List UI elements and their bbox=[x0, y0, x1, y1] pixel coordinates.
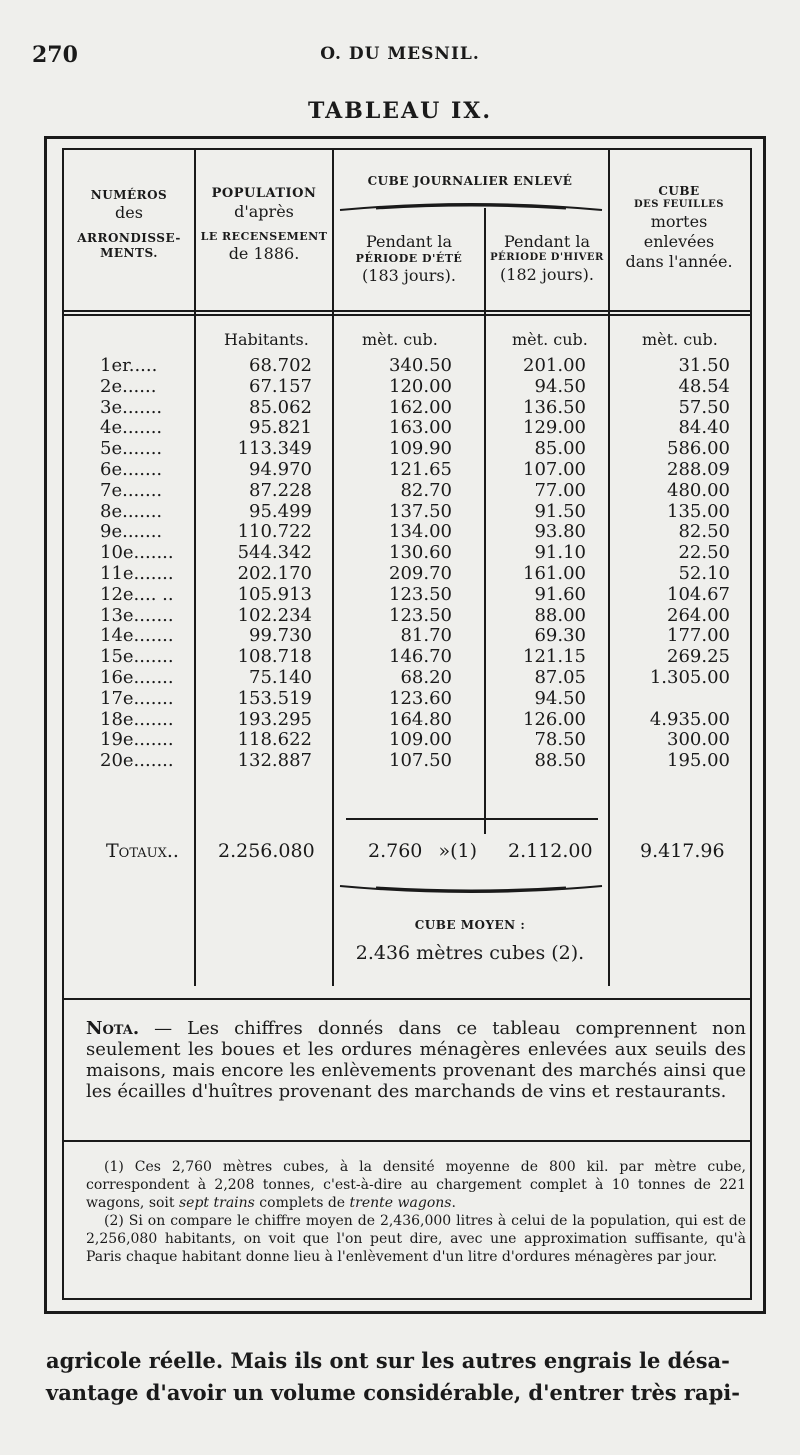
nota-paragraph: Nota. — Les chiffres donnés dans ce tableau comprennent non seulement les boues et les ordures ménagères enlevées aux seuils des maisons, mais encore les enlèvements provenant des marchés ainsi que les écailles d'huîtres provenant des marchands de vins et restaurants. bbox=[86, 1018, 746, 1102]
cell-arr: 7e....... bbox=[100, 479, 163, 501]
cell-summer: 163.00 bbox=[389, 417, 452, 439]
cell-winter: 91.10 bbox=[534, 542, 586, 564]
cell-arr: 10e....... bbox=[100, 542, 174, 564]
cell-pop: 118.622 bbox=[237, 729, 312, 751]
body-line-1: agricole réelle. Mais ils ont sur les autres engrais le désa- bbox=[46, 1348, 730, 1373]
totals-leaves: 9.417.96 bbox=[640, 840, 725, 862]
cell-arr: 3e....... bbox=[100, 396, 163, 418]
cell-summer: 109.00 bbox=[389, 729, 452, 751]
cell-winter: 88.00 bbox=[534, 604, 586, 626]
cell-pop: 110.722 bbox=[237, 521, 312, 543]
totals-rule bbox=[346, 818, 598, 820]
average-swash-icon bbox=[336, 880, 606, 900]
cell-winter: 201.00 bbox=[523, 355, 586, 376]
cell-winter: 94.50 bbox=[534, 375, 586, 397]
unit-summer: mèt. cub. bbox=[362, 330, 438, 349]
cell-winter: 126.00 bbox=[523, 708, 586, 730]
cell-pop: 544.342 bbox=[237, 542, 312, 564]
cell-arr: 19e....... bbox=[100, 729, 174, 751]
cell-pop: 113.349 bbox=[237, 438, 312, 460]
cell-pop: 94.970 bbox=[249, 458, 312, 480]
unit-population: Habitants. bbox=[224, 330, 309, 349]
cell-pop: 68.702 bbox=[249, 355, 312, 376]
header-bottom-rule bbox=[64, 310, 750, 312]
totals-summer bbox=[368, 840, 477, 862]
cell-leaves: 52.10 bbox=[678, 562, 730, 584]
cell-winter: 91.60 bbox=[534, 583, 586, 605]
cell-pop: 85.062 bbox=[249, 396, 312, 418]
cell-winter: 87.05 bbox=[534, 666, 586, 688]
cell-winter: 85.00 bbox=[534, 438, 586, 460]
cell-leaves: 300.00 bbox=[667, 729, 730, 751]
cell-winter: 136.50 bbox=[523, 396, 586, 418]
cell-leaves: 264.00 bbox=[667, 604, 730, 626]
cell-leaves: 48.54 bbox=[678, 375, 730, 397]
cell-arr: 12e.... .. bbox=[100, 583, 174, 605]
cell-summer: 340.50 bbox=[389, 355, 452, 376]
cell-winter: 69.30 bbox=[534, 625, 586, 647]
totals-summer-value: 2.760 bbox=[368, 840, 423, 862]
cell-summer: 123.50 bbox=[389, 583, 452, 605]
cell-leaves: 4.935.00 bbox=[649, 708, 730, 730]
page-number: 270 bbox=[32, 42, 78, 68]
cell-pop: 153.519 bbox=[237, 687, 312, 709]
cell-pop: 95.821 bbox=[249, 417, 312, 439]
cell-arr: 18e....... bbox=[100, 708, 174, 730]
cell-pop: 67.157 bbox=[249, 375, 312, 397]
average-value: 2.436 mètres cubes (2). bbox=[355, 942, 585, 964]
cell-summer: 134.00 bbox=[389, 521, 452, 543]
table-title: TABLEAU IX. bbox=[307, 98, 492, 124]
cell-winter: 121.15 bbox=[523, 646, 586, 668]
totals-label: Totaux.. bbox=[106, 840, 179, 862]
cell-summer: 68.20 bbox=[400, 666, 452, 688]
cell-leaves: 586.00 bbox=[667, 438, 730, 460]
header-swash-icon bbox=[336, 196, 606, 216]
cell-arr: 11e....... bbox=[100, 562, 174, 584]
totals-summer-note: »(1) bbox=[438, 840, 477, 862]
column-leaves bbox=[618, 356, 730, 772]
header-leaves: CUBE DES FEUILLES mortes enlevées dans l'année. bbox=[625, 184, 733, 271]
cell-summer: 81.70 bbox=[400, 625, 452, 647]
cell-winter: 78.50 bbox=[534, 729, 586, 751]
cell-summer: 164.80 bbox=[389, 708, 452, 730]
cell-arr: 20e....... bbox=[100, 750, 174, 772]
cell-arr: 6e....... bbox=[100, 458, 163, 480]
cell-winter: 93.80 bbox=[534, 521, 586, 543]
footnotes bbox=[86, 1158, 746, 1266]
cell-leaves: 57.50 bbox=[678, 396, 730, 418]
cell-arr: 16e....... bbox=[100, 666, 174, 688]
cell-arr: 2e...... bbox=[100, 375, 157, 397]
cell-leaves: 84.40 bbox=[678, 417, 730, 439]
unit-leaves: mèt. cub. bbox=[642, 330, 718, 349]
footnote-1: (1) Ces 2,760 mètres cubes, à la densité moyenne de 800 kil. par mètre cube, correspondent à 2,208 tonnes, c'est-à-dire au chargement complet à 10 tonnes de 221 wagons, soit sept trains complets de trente wagons. bbox=[86, 1159, 746, 1211]
cell-summer: 146.70 bbox=[389, 646, 452, 668]
header-winter: Pendant la PÉRIODE D'HIVER (182 jours). bbox=[490, 232, 604, 284]
column-population bbox=[208, 356, 312, 772]
cell-pop: 193.295 bbox=[237, 708, 312, 730]
cell-leaves: 135.00 bbox=[667, 500, 730, 522]
body-line-2: vantage d'avoir un volume considérable, d'entrer très rapi- bbox=[46, 1380, 740, 1405]
cell-summer: 82.70 bbox=[400, 479, 452, 501]
cell-summer: 209.70 bbox=[389, 562, 452, 584]
header-daily-cube: CUBE JOURNALIER ENLEVÉ bbox=[367, 174, 573, 188]
cell-arr: 9e....... bbox=[100, 521, 163, 543]
cell-pop: 108.718 bbox=[237, 646, 312, 668]
header-arrondissement: NUMÉROS des ARRONDISSE- MENTS. bbox=[77, 188, 181, 260]
column-divider-1 bbox=[194, 150, 196, 986]
cell-arr: 17e....... bbox=[100, 687, 174, 709]
header-population: POPULATION d'après LE RECENSEMENT de 1886. bbox=[200, 186, 328, 263]
cell-summer: 120.00 bbox=[389, 375, 452, 397]
totals-winter: 2.112.00 bbox=[508, 840, 593, 862]
cell-arr: 4e....... bbox=[100, 417, 163, 439]
cell-arr: 15e....... bbox=[100, 646, 174, 668]
totals-population: 2.256.080 bbox=[218, 840, 315, 862]
cell-arr: 1er..... bbox=[100, 355, 158, 376]
cell-leaves: 288.09 bbox=[667, 458, 730, 480]
notes-top-rule bbox=[64, 1140, 750, 1142]
cell-leaves: 269.25 bbox=[667, 646, 730, 668]
cell-arr: 13e....... bbox=[100, 604, 174, 626]
cell-pop: 102.234 bbox=[237, 604, 312, 626]
cell-pop: 75.140 bbox=[249, 666, 312, 688]
cell-summer: 123.50 bbox=[389, 604, 452, 626]
header-bottom-rule-2 bbox=[64, 314, 750, 316]
cell-leaves: 104.67 bbox=[667, 583, 730, 605]
cell-winter: 161.00 bbox=[523, 562, 586, 584]
unit-winter: mèt. cub. bbox=[512, 330, 588, 349]
average-label: CUBE MOYEN : bbox=[414, 918, 526, 932]
cell-winter: 88.50 bbox=[534, 750, 586, 772]
cell-winter: 77.00 bbox=[534, 479, 586, 501]
column-summer bbox=[344, 356, 452, 772]
cell-leaves: 480.00 bbox=[667, 479, 730, 501]
cell-pop: 95.499 bbox=[249, 500, 312, 522]
cell-winter: 107.00 bbox=[523, 458, 586, 480]
header-summer: Pendant la PÉRIODE D'ÉTÉ (183 jours). bbox=[355, 232, 463, 285]
cell-leaves: 22.50 bbox=[678, 542, 730, 564]
column-arrondissement bbox=[100, 356, 174, 772]
column-divider-4 bbox=[608, 150, 610, 986]
cell-summer: 137.50 bbox=[389, 500, 452, 522]
cell-leaves bbox=[618, 689, 730, 710]
cell-summer: 130.60 bbox=[389, 542, 452, 564]
column-divider-2 bbox=[332, 150, 334, 986]
cell-summer: 162.00 bbox=[389, 396, 452, 418]
nota-top-rule bbox=[64, 998, 750, 1000]
cell-summer: 123.60 bbox=[389, 687, 452, 709]
cell-winter: 91.50 bbox=[534, 500, 586, 522]
footnote-2: (2) Si on compare le chiffre moyen de 2,436,000 litres à celui de la population, qui est de 2,256,080 habitants, on voit que l'on peut dire, avec une approximation suffisante, qu'à Paris chaque habitant donne lieu à l'enlèvement d'un litre d'ordures ménagères par jour. bbox=[86, 1213, 746, 1265]
cell-summer: 107.50 bbox=[389, 750, 452, 772]
cell-leaves: 31.50 bbox=[678, 355, 730, 376]
running-head: O. DU MESNIL. bbox=[320, 44, 480, 64]
cell-leaves: 195.00 bbox=[667, 750, 730, 772]
cell-leaves: 177.00 bbox=[667, 625, 730, 647]
cell-pop: 202.170 bbox=[237, 562, 312, 584]
cell-arr: 14e....... bbox=[100, 625, 174, 647]
cell-arr: 8e....... bbox=[100, 500, 163, 522]
cell-arr: 5e....... bbox=[100, 438, 163, 460]
cell-leaves: 82.50 bbox=[678, 521, 730, 543]
cell-pop: 132.887 bbox=[237, 750, 312, 772]
column-winter bbox=[494, 356, 586, 772]
cell-winter: 129.00 bbox=[523, 417, 586, 439]
column-divider-3 bbox=[484, 208, 486, 834]
cell-pop: 87.228 bbox=[249, 479, 312, 501]
cell-summer: 121.65 bbox=[389, 458, 452, 480]
cell-leaves: 1.305.00 bbox=[649, 666, 730, 688]
cell-summer: 109.90 bbox=[389, 438, 452, 460]
cell-pop: 99.730 bbox=[249, 625, 312, 647]
cell-pop: 105.913 bbox=[237, 583, 312, 605]
cell-winter: 94.50 bbox=[534, 687, 586, 709]
